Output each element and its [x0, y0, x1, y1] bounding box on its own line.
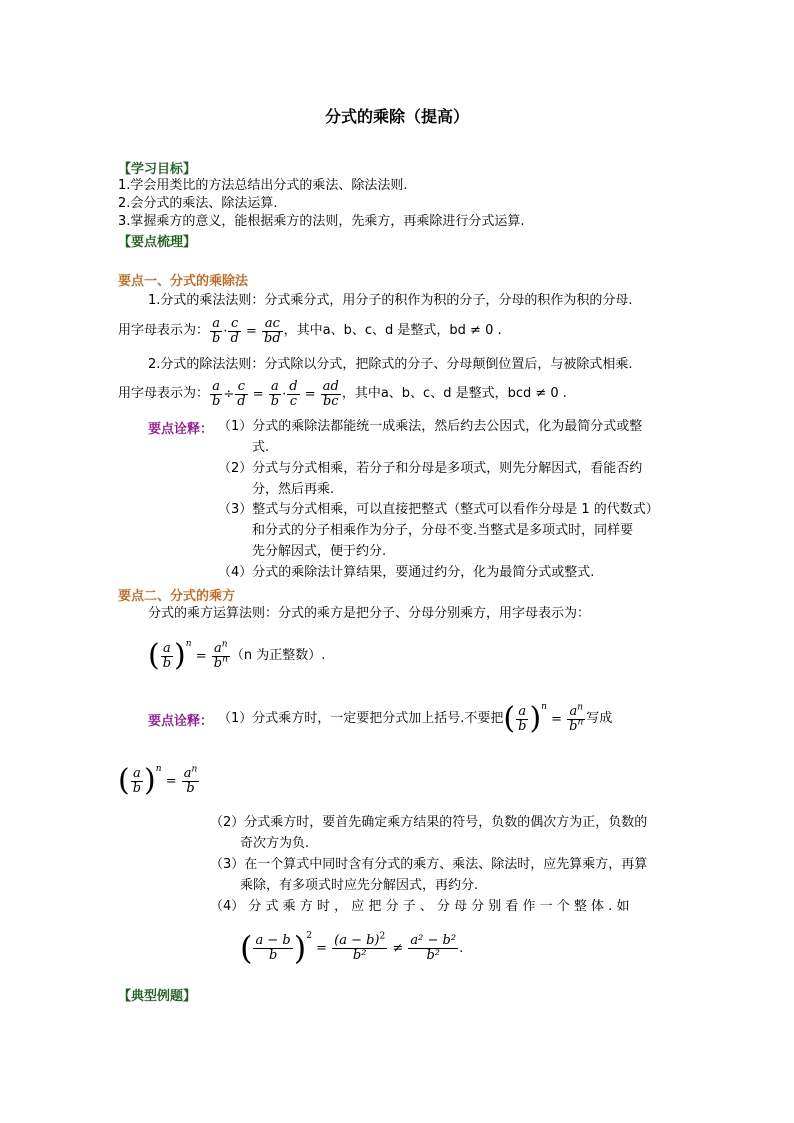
- goals-header: 【学习目标】: [118, 162, 197, 177]
- note-line: （3）整式与分式相乘，可以直接把整式（整式可以看作分母是 1 的代数式）: [218, 502, 659, 517]
- power-rule: 分式的乘方运算法则：分式的乘方是把分子、分母分别乘方，用字母表示为：: [148, 606, 591, 621]
- div-formula-line: [118, 377, 567, 411]
- power-formula: ( $\frac{a}{b}$ )$^n$ = $\frac{a^n}{b^n}$: [148, 638, 228, 673]
- div-formula: $\frac{a}{b}$ ÷ $\frac{c}{d}$ = $\frac{a}{b}$ · $\frac{d}{c}$ = $\frac{ad}{bc}$: [212, 378, 339, 409]
- note-line: （4）分式的乘除法计算结果，要通过约分，化为最简分式或整式.: [218, 565, 595, 580]
- power-formula-suffix: （n 为正整数）.: [230, 648, 326, 663]
- note-line: 乘除，有多项式时应先分解因式，再约分.: [240, 878, 479, 893]
- note-label: 要点诠释：: [148, 714, 214, 729]
- div-rule: 2.分式的除法法则：分式除以分式，把除式的分子、分母颠倒位置后，与被除式相乘.: [148, 357, 633, 372]
- wrong-form-result: ( $\frac{a}{b}$ )$^n$ = $\frac{a^n}{b}$: [118, 763, 198, 798]
- formula-prefix: 用字母表示为：: [118, 323, 210, 338]
- examples-header: 【典型例题】: [118, 989, 197, 1004]
- goal-item: 1.学会用类比的方法总结出分式的乘法、除法法则.: [118, 178, 408, 193]
- note-line: 分，然后再乘.: [252, 482, 335, 497]
- note-line: （1）分式乘方时，一定要把分式加上括号.不要把 ( $\frac{a}{b}$ )$^n$ = $\frac{a^n}{b^n}$ 写成: [218, 701, 613, 736]
- example-formula: ( $\frac{a - b}{b}$ )$^2$ = $\frac{(a - b)^2}{\text{b²}}$ ≠ $\frac{\text{a² − b²}}{\text{b²}}$ .: [240, 929, 464, 967]
- goal-item: 3.掌握乘方的意义，能根据乘方的法则，先乘方，再乘除进行分式运算.: [118, 214, 525, 229]
- note-line: （2）分式与分式相乘，若分子和分母是多项式，则先分解因式，看能否约: [218, 461, 643, 476]
- mult-formula: $\frac{a}{b}$ · $\frac{c}{d}$ = $\frac{ac}{bd}$: [212, 315, 281, 346]
- point2-title: 要点二、分式的乘方: [118, 589, 236, 604]
- power-formula-line: [148, 634, 325, 678]
- formula-suffix: ，其中a、b、c、d 是整式，bcd ≠ 0 .: [341, 386, 567, 401]
- note-line: 式.: [252, 440, 270, 455]
- page-title: 分式的乘除（提高）: [324, 107, 469, 126]
- note-line: （2）分式乘方时，要首先确定乘方结果的符号，负数的偶次方为正，负数的: [210, 815, 648, 830]
- note-line: （4） 分 式 乘 方 时 ， 应 把 分 子 、 分 母 分 别 看 作 一 个 整 体 . 如: [210, 899, 630, 914]
- note-line: （1）分式的乘除法都能统一成乘法，然后约去公因式，化为最简分式或整: [218, 419, 643, 434]
- formula-suffix: ，其中a、b、c、d 是整式，bd ≠ 0 .: [283, 323, 502, 338]
- note-line: 和分式的分子相乘作为分子，分母不变.当整式是多项式时，同样要: [252, 523, 634, 538]
- mult-rule: 1.分式的乘法法则：分式乘分式，用分子的积作为积的分子，分母的积作为积的分母.: [148, 293, 633, 308]
- wrong-form-line: [118, 759, 200, 803]
- note-line: （3）在一个算式中同时含有分式的乘方、乘法、除法时，应先算乘方，再算: [210, 857, 648, 872]
- note-line: 奇次方为负.: [240, 836, 310, 851]
- note-label: 要点诠释：: [148, 422, 214, 437]
- note-line: 先分解因式，便于约分.: [252, 544, 387, 559]
- goal-item: 2.会分式的乘法、除法运算.: [118, 196, 278, 211]
- points-header: 【要点梳理】: [118, 235, 197, 250]
- example-formula-line: [240, 924, 463, 972]
- mult-formula-line: [118, 314, 502, 348]
- formula-prefix: 用字母表示为：: [118, 386, 210, 401]
- wrong-form-formula: ( $\frac{a}{b}$ )$^n$ = $\frac{a^n}{b^n}$: [503, 701, 584, 736]
- point1-title: 要点一、分式的乘除法: [118, 274, 249, 289]
